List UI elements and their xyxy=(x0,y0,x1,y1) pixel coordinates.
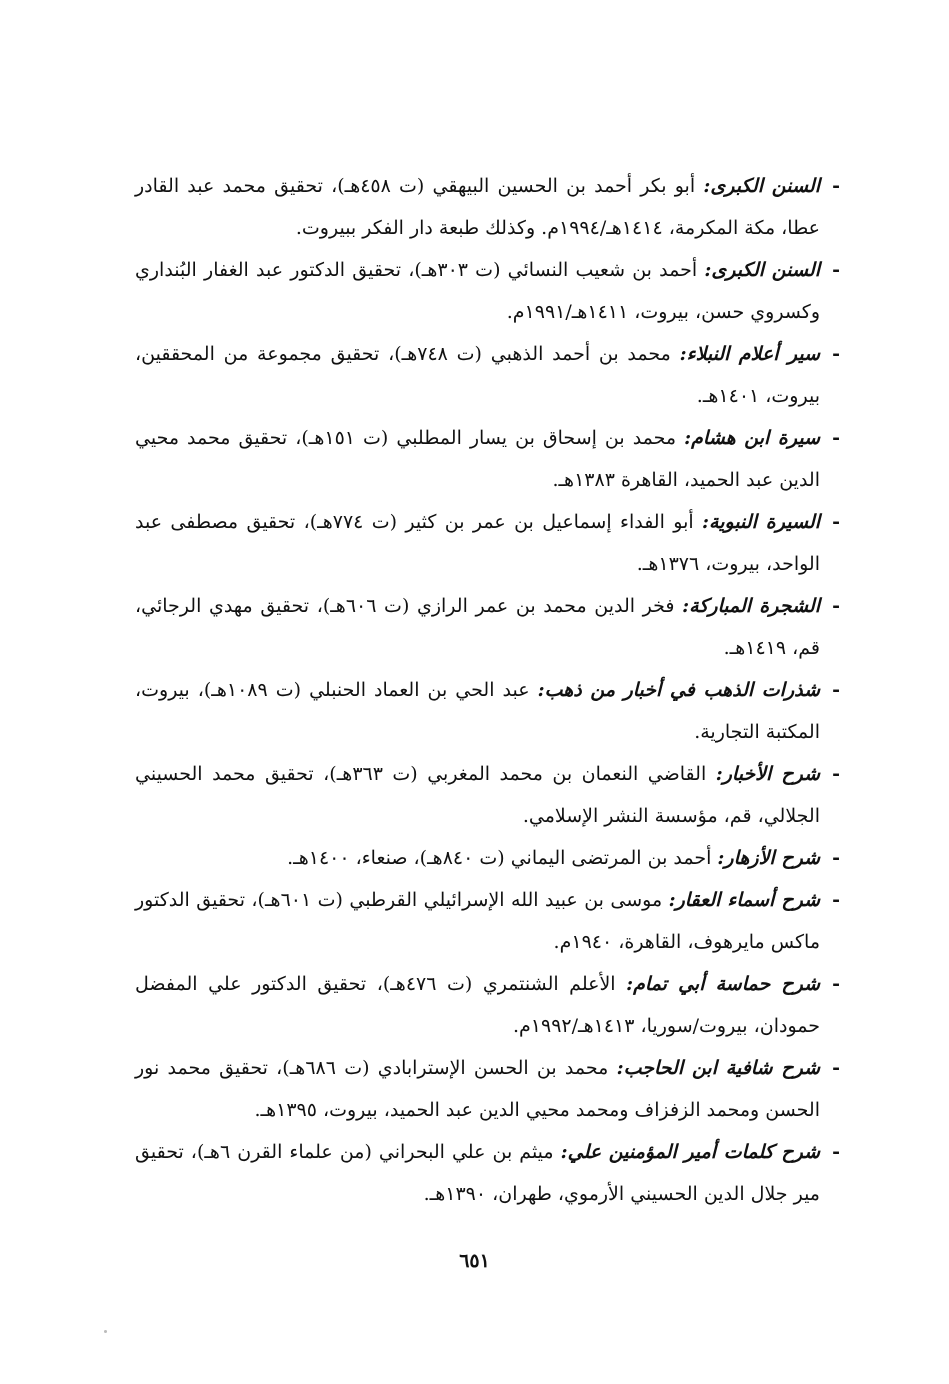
entry-dash: - xyxy=(832,259,840,281)
bibliography-entry xyxy=(135,417,840,501)
entry-details: عبد الحي بن العماد الحنبلي (ت ١٠٨٩هـ)، بيروت، المكتبة التجارية. xyxy=(135,679,820,743)
bibliography-entry xyxy=(135,501,840,585)
bibliography-entry xyxy=(135,753,840,837)
page-number: ٦٥١ xyxy=(459,1250,490,1272)
entry-title: شرح شافية ابن الحاجب: xyxy=(616,1057,821,1079)
bibliography-entry xyxy=(135,837,840,879)
entry-dash: - xyxy=(832,847,840,869)
entry-details: موسى بن عبيد الله الإسرائيلي القرطبي (ت ٦٠١هـ)، تحقيق الدكتور ماكس مايرهوف، القاهرة، ١٩٤٠م. xyxy=(135,889,820,953)
bibliography-entry xyxy=(135,669,840,753)
entry-details: الأعلم الشنتمري (ت ٤٧٦هـ)، تحقيق الدكتور علي المفضل حمودان، بيروت/سوريا، ١٤١٣هـ/١٩٩٢م. xyxy=(135,973,820,1037)
entry-dash: - xyxy=(832,511,840,533)
entry-dash: - xyxy=(832,973,840,995)
entry-dash: - xyxy=(832,1141,840,1163)
scan-speck xyxy=(104,1330,107,1333)
entry-title: السنن الكبرى: xyxy=(704,259,820,281)
entry-dash: - xyxy=(832,343,840,365)
entry-title: سير أعلام النبلاء: xyxy=(679,343,821,365)
entry-details: القاضي النعمان بن محمد المغربي (ت ٣٦٣هـ)، تحقيق محمد الحسيني الجلالي، قم، مؤسسة النشر الإسلامي. xyxy=(135,763,820,827)
entry-dash: - xyxy=(832,763,840,785)
bibliography-entry xyxy=(135,333,840,417)
entry-dash: - xyxy=(832,889,840,911)
bibliography-entry xyxy=(135,1131,840,1215)
entry-dash: - xyxy=(832,595,840,617)
entry-details: فخر الدين محمد بن عمر الرازي (ت ٦٠٦هـ)، تحقيق مهدي الرجائي، قم، ١٤١٩هـ. xyxy=(135,595,820,659)
entry-title: السنن الكبرى: xyxy=(703,175,820,197)
entry-title: شرح حماسة أبي تمام: xyxy=(626,973,820,995)
entry-details: ميثم بن علي البحراني (من علماء القرن ٦هـ)، تحقيق مير جلال الدين الحسيني الأرموي، طهران، ١٣٩٠هـ. xyxy=(135,1141,820,1205)
entry-details: أبو بكر أحمد بن الحسين البيهقي (ت ٤٥٨هـ)، تحقيق محمد عبد القادر عطا، مكة المكرمة، ١٤١٤هـ/١٩٩٤م. وكذلك طبعة دار الفكر ببيروت. xyxy=(135,175,820,239)
entry-title: شرح أسماء العقار: xyxy=(668,889,820,911)
entry-title: سيرة ابن هشام: xyxy=(684,427,821,449)
bibliography-list xyxy=(135,165,840,1215)
bibliography-entry xyxy=(135,963,840,1047)
bibliography-entry xyxy=(135,249,840,333)
entry-details: أحمد بن المرتضى اليماني (ت ٨٤٠هـ)، صنعاء، ١٤٠٠هـ. xyxy=(287,847,718,869)
entry-dash: - xyxy=(832,1057,840,1079)
entry-details: أحمد بن شعيب النسائي (ت ٣٠٣هـ)، تحقيق الدكتور عبد الغفار البُنداري وكسروي حسن، بيروت، ١٤١١هـ/١٩٩١م. xyxy=(135,259,820,323)
entry-dash: - xyxy=(832,175,840,197)
entry-dash: - xyxy=(832,427,840,449)
bibliography-entry xyxy=(135,879,840,963)
entry-details: محمد بن الحسن الإسترابادي (ت ٦٨٦هـ)، تحقيق محمد نور الحسن ومحمد الزفزاف ومحمد محيي الدين عبد الحميد، بيروت، ١٣٩٥هـ. xyxy=(135,1057,820,1121)
entry-title: شرح الأزهار: xyxy=(717,847,820,869)
entry-details: محمد بن أحمد الذهبي (ت ٧٤٨هـ)، تحقيق مجموعة من المحققين، بيروت، ١٤٠١هـ. xyxy=(135,343,820,407)
entry-title: الشجرة المباركة: xyxy=(682,595,820,617)
entry-title: شذرات الذهب في أخبار من ذهب: xyxy=(537,679,821,701)
entry-title: السيرة النبوية: xyxy=(702,511,820,533)
entry-title: شرح كلمات أمير المؤمنين علي: xyxy=(560,1141,821,1163)
bibliography-entry xyxy=(135,165,840,249)
entry-details: أبو الفداء إسماعيل بن عمر بن كثير (ت ٧٧٤هـ)، تحقيق مصطفى عبد الواحد، بيروت، ١٣٧٦هـ. xyxy=(135,511,820,575)
bibliography-entry xyxy=(135,585,840,669)
entry-details: محمد بن إسحاق بن يسار المطلبي (ت ١٥١هـ)، تحقيق محمد محيي الدين عبد الحميد، القاهرة ١٣٨٣هـ. xyxy=(135,427,820,491)
entry-dash: - xyxy=(832,679,840,701)
entry-title: شرح الأخبار: xyxy=(715,763,821,785)
bibliography-entry xyxy=(135,1047,840,1131)
